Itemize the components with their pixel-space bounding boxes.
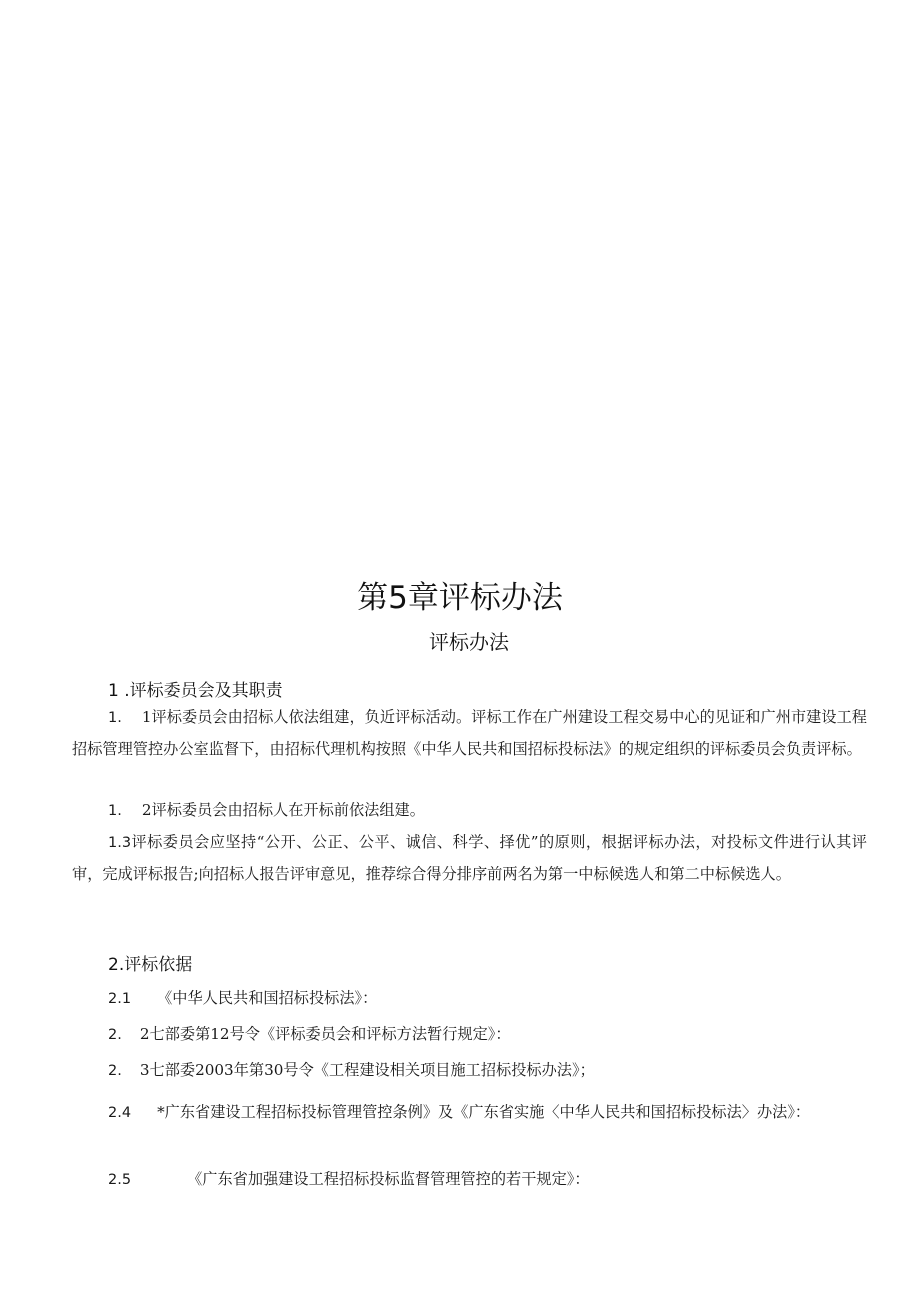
paragraph-1-1-number: 1. <box>108 710 122 726</box>
list-item-number: 2. <box>108 1063 122 1079</box>
paragraph-1-2-number: 1. <box>108 803 122 819</box>
paragraph-1-2 <box>72 795 867 827</box>
list-item-text: 《中华人民共和国招标投标法》： <box>157 989 378 1007</box>
sub-title: 评标办法 <box>429 630 509 654</box>
list-item-number: 2. <box>108 1027 122 1043</box>
paragraph-1-3-number: 1.3 <box>108 835 132 851</box>
list-item-2-5 <box>108 1168 590 1189</box>
list-item-2-4 <box>72 1094 867 1131</box>
list-item-number: 2.1 <box>108 991 132 1007</box>
list-item-2-2 <box>108 1023 511 1044</box>
list-item-text: *广东省建设工程招标投标管理管控条例》及《广东省实施〈中华人民共和国招标投标法〉办法》： <box>157 1103 811 1121</box>
paragraph-1-1 <box>72 702 867 765</box>
list-item-2-1 <box>108 987 377 1008</box>
chapter-title: 第5章评标办法 <box>357 580 563 616</box>
paragraph-1-2-text: 2评标委员会由招标人在开标前依法组建。 <box>141 801 425 819</box>
list-item-number: 2.5 <box>108 1172 132 1188</box>
section-1-heading: 1 .评标委员会及其职责 <box>108 681 283 701</box>
list-item-2-3 <box>108 1059 595 1080</box>
list-item-text: 《广东省加强建设工程招标投标监督管理管控的若干规定》： <box>187 1170 590 1188</box>
section-2-heading: 2.评标依据 <box>108 955 193 975</box>
paragraph-1-1-text: 1评标委员会由招标人依法组建，负近评标活动。评标工作在广州建设工程交易中心的见证和广州市建设工程招标管理管控办公室监督下，由招标代理机构按照《中华人民共和国招标投标法》的规定组织的评标委员会负责评标。 <box>72 708 867 758</box>
list-item-number: 2.4 <box>108 1105 132 1121</box>
list-item-text: 3七部委2003年第30号令《工程建设相关项目施工招标投标办法》； <box>139 1061 595 1079</box>
paragraph-1-3-text: 评标委员会应坚持“公开、公正、公平、诚信、科学、择优”的原则，根据评标办法，对投标文件进行认其评审，完成评标报告;向招标人报告评审意见，推荐综合得分排序前两名为第一中标候选人和第二中标候选人。 <box>72 833 867 883</box>
list-item-text: 2七部委第12号令《评标委员会和评标方法暂行规定》： <box>139 1025 511 1043</box>
paragraph-1-3 <box>72 827 867 890</box>
